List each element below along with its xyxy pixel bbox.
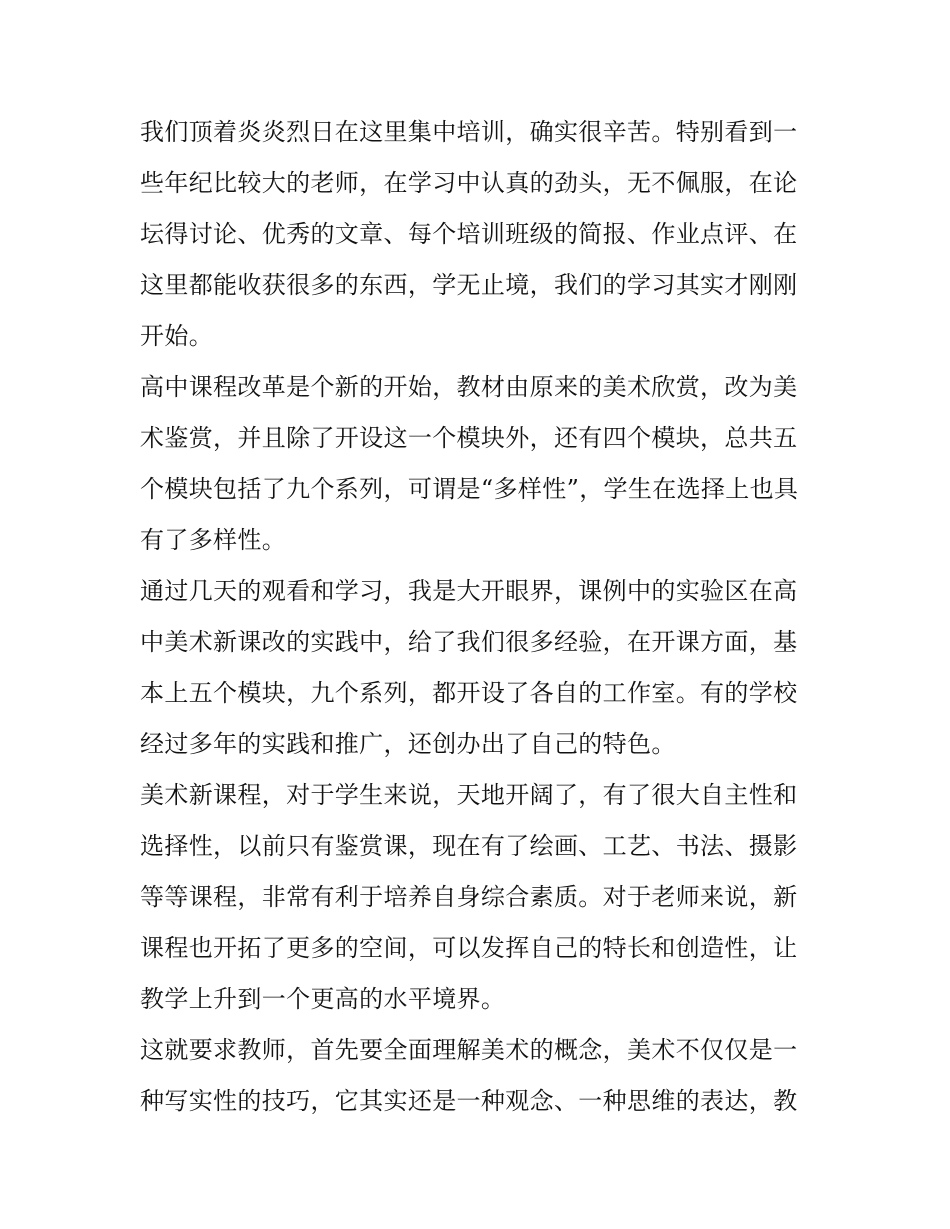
text-line: 这里都能收获很多的东西，学无止境，我们的学习其实才刚刚	[140, 271, 798, 299]
paragraph-curriculum-reform	[140, 362, 812, 566]
text-line: 有了多样性。	[140, 526, 287, 554]
paragraph-training-experience	[140, 107, 812, 362]
text-line: 通过几天的观看和学习，我是大开眼界，课例中的实验区在高	[140, 577, 798, 605]
paragraph-teacher-requirements	[140, 1025, 812, 1127]
paragraph-observation-learning	[140, 566, 812, 770]
document-body	[140, 107, 812, 1127]
text-line: 些年纪比较大的老师，在学习中认真的劲头，无不佩服，在论	[140, 169, 798, 197]
text-line: 等等课程，非常有利于培养自身综合素质。对于老师来说，新	[140, 883, 798, 911]
text-line: 教学上升到一个更高的水平境界。	[140, 985, 506, 1013]
text-line: 课程也开拓了更多的空间，可以发挥自己的特长和创造性，让	[140, 934, 798, 962]
text-line: 术鉴赏，并且除了开设这一个模块外，还有四个模块，总共五	[140, 424, 798, 452]
text-line: 个模块包括了九个系列，可谓是“多样性”，学生在选择上也具	[140, 475, 799, 503]
text-line: 种写实性的技巧，它其实还是一种观念、一种思维的表达，教	[140, 1087, 798, 1115]
text-line: 我们顶着炎炎烈日在这里集中培训，确实很辛苦。特别看到一	[140, 118, 798, 146]
text-line: 开始。	[140, 322, 214, 350]
text-line: 美术新课程，对于学生来说，天地开阔了，有了很大自主性和	[140, 781, 798, 809]
text-line: 中美术新课改的实践中，给了我们很多经验，在开课方面，基	[140, 628, 798, 656]
paragraph-new-curriculum	[140, 770, 812, 1025]
text-line: 选择性，以前只有鉴赏课，现在有了绘画、工艺、书法、摄影	[140, 832, 798, 860]
text-line: 这就要求教师，首先要全面理解美术的概念，美术不仅仅是一	[140, 1036, 798, 1064]
text-line: 本上五个模块，九个系列，都开设了各自的工作室。有的学校	[140, 679, 798, 707]
text-line: 经过多年的实践和推广，还创办出了自己的特色。	[140, 730, 676, 758]
text-line: 高中课程改革是个新的开始，教材由原来的美术欣赏，改为美	[140, 373, 798, 401]
text-line: 坛得讨论、优秀的文章、每个培训班级的简报、作业点评、在	[140, 220, 798, 248]
